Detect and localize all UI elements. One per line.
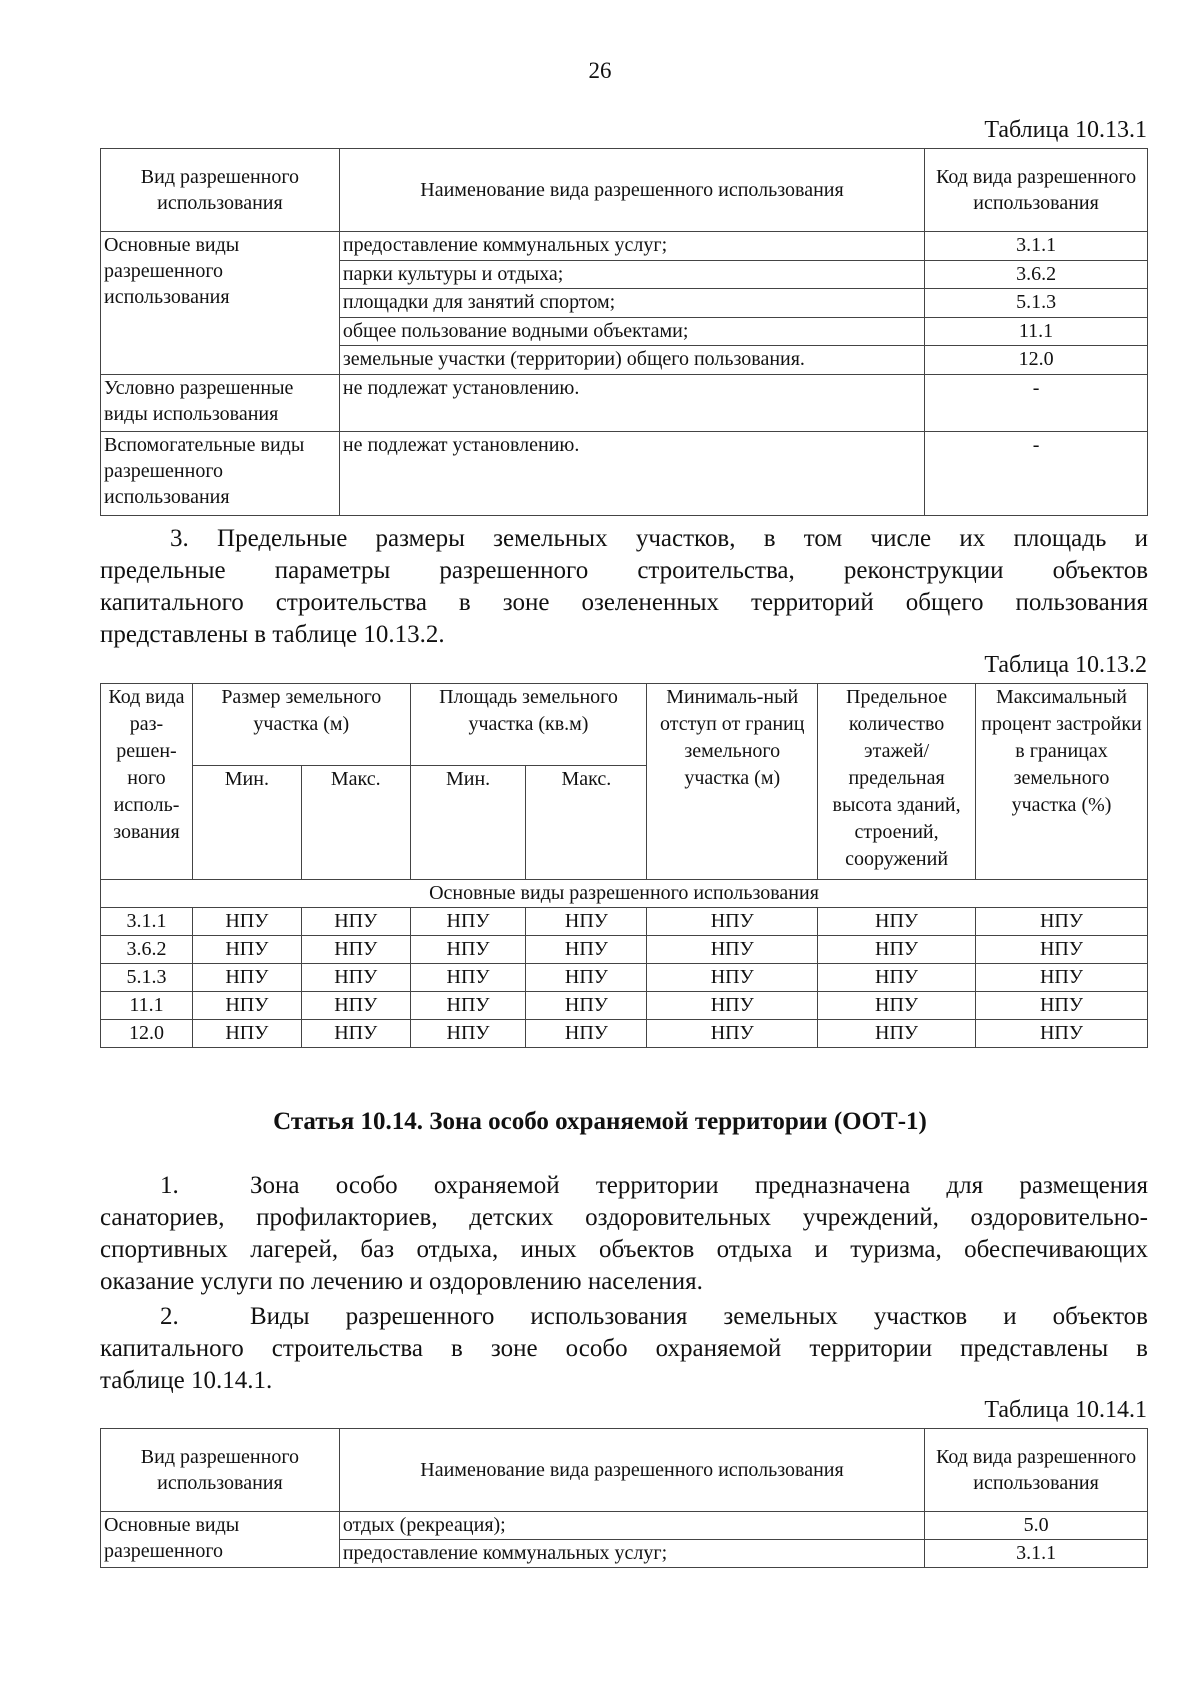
table2-cell-value: НПУ [301, 908, 410, 936]
paragraph-line: оказание услуги по лечению и оздоровлению населения. [100, 1268, 703, 1295]
table2-cell-value: НПУ [976, 992, 1148, 1020]
table3-caption: Таблица 10.14.1 [984, 1397, 1147, 1423]
paragraph-2 [100, 1301, 1148, 1397]
table-row [101, 375, 1148, 432]
table2-cell-value: НПУ [526, 964, 647, 992]
table2-header-size: Размер земельного участка (м) [192, 684, 410, 766]
table2-cell-value: НПУ [647, 908, 818, 936]
table3-header-name: Наименование вида разрешенного использования [339, 1429, 924, 1512]
table2-cell-value: НПУ [192, 908, 301, 936]
paragraph-line: предельные параметры разрешенного строительства, реконструкции объектов [100, 557, 1148, 584]
table2-cell-value: НПУ [976, 936, 1148, 964]
paragraph-text: Зона особо охраняемой территории предназначена для размещения [250, 1172, 1148, 1199]
table2-header-coverage: Максимальный процент застройки в границах земельного участка (%) [976, 684, 1148, 880]
paragraph-line: 3. Предельные размеры земельных участков, в том числе их площадь и [170, 525, 1148, 552]
table2-cell-value: НПУ [192, 992, 301, 1020]
table2-cell-value: НПУ [526, 908, 647, 936]
paragraph-line: капитального строительства в зоне особо охраняемой территории представлены в [100, 1335, 1148, 1362]
table2-cell-value: НПУ [301, 1020, 410, 1048]
paragraph-number: 2. [160, 1303, 179, 1330]
table2-cell-value: НПУ [526, 936, 647, 964]
table1-cell-name: не подлежат установлению. [339, 432, 924, 516]
table1-cell-code: - [925, 432, 1148, 516]
page-number: 26 [588, 58, 612, 83]
table3-cell-name: предоставление коммунальных услуг; [339, 1540, 924, 1568]
table3 [100, 1428, 1148, 1568]
table-row [101, 908, 1148, 936]
table2-cell-value: НПУ [301, 964, 410, 992]
paragraph-line: спортивных лагерей, баз отдыха, иных объектов отдыха и туризма, обеспечивающих [100, 1236, 1148, 1263]
table2-section-row [101, 880, 1148, 908]
table2-cell-code: 3.1.1 [101, 908, 193, 936]
table2-cell-value: НПУ [192, 964, 301, 992]
table2-body [101, 908, 1148, 1048]
table2-cell-code: 11.1 [101, 992, 193, 1020]
table-row [101, 936, 1148, 964]
table2-header-size-min: Мин. [192, 766, 301, 880]
table2-cell-value: НПУ [526, 992, 647, 1020]
table1-cell-code: 12.0 [925, 346, 1148, 375]
paragraph-number: 1. [160, 1172, 179, 1199]
paragraph-line [100, 1170, 1148, 1202]
table1-header-code: Код вида разрешенного использования [925, 149, 1148, 232]
table-row [101, 964, 1148, 992]
table2-cell-value: НПУ [976, 1020, 1148, 1048]
table2-header-code: Код вида раз-решен-ного исполь-зования [101, 684, 193, 880]
table2-header-row [101, 684, 1148, 766]
table2-cell-value: НПУ [647, 936, 818, 964]
table-row [101, 992, 1148, 1020]
table2-cell-value: НПУ [976, 964, 1148, 992]
table2-cell-value: НПУ [647, 992, 818, 1020]
table-row [101, 432, 1148, 516]
table1-cell-code: - [925, 375, 1148, 432]
table2-cell-value: НПУ [818, 908, 976, 936]
table2-header-area-max: Макс. [526, 766, 647, 880]
table2-caption: Таблица 10.13.2 [984, 652, 1147, 678]
table-row [101, 232, 1148, 261]
table2-header-floors: Предельное количество этажей/ предельная высота зданий, строений, сооружений [818, 684, 976, 880]
paragraph-3 [100, 523, 1148, 651]
table3-group-main: Основные виды разрешенного [101, 1512, 340, 1568]
table1-header-type: Вид разрешенного использования [101, 149, 340, 232]
table1-group-conditional: Условно разрешенные виды использования [101, 375, 340, 432]
table2-cell-value: НПУ [301, 936, 410, 964]
table2-header-area-min: Мин. [410, 766, 526, 880]
table2-cell-code: 12.0 [101, 1020, 193, 1048]
paragraph-line: санаториев, профилакториев, детских оздоровительных учреждений, оздоровительно- [100, 1204, 1148, 1231]
table2-cell-value: НПУ [410, 992, 526, 1020]
table2-header-size-max: Макс. [301, 766, 410, 880]
table2-header-area: Площадь земельного участка (кв.м) [410, 684, 647, 766]
table1-cell-name: предоставление коммунальных услуг; [339, 232, 924, 261]
table3-header-code: Код вида разрешенного использования [925, 1429, 1148, 1512]
article-heading: Статья 10.14. Зона особо охраняемой территории (ООТ-1) [273, 1108, 927, 1135]
paragraph-line: представлены в таблице 10.13.2. [100, 621, 445, 648]
table2-cell-value: НПУ [818, 936, 976, 964]
table3-header-type: Вид разрешенного использования [101, 1429, 340, 1512]
table1-group-main: Основные виды разрешенного использования [101, 232, 340, 375]
table2 [100, 683, 1148, 1048]
table2-cell-value: НПУ [818, 1020, 976, 1048]
table1-cell-name: парки культуры и отдыха; [339, 261, 924, 289]
paragraph-line [100, 1301, 1148, 1333]
table-row [101, 1512, 1148, 1540]
table1-cell-code: 5.1.3 [925, 289, 1148, 318]
table2-cell-value: НПУ [410, 1020, 526, 1048]
table3-cell-code: 5.0 [925, 1512, 1148, 1540]
paragraph-line: таблице 10.14.1. [100, 1367, 273, 1394]
table1-group-auxiliary: Вспомогательные виды разрешенного использования [101, 432, 340, 516]
table2-section-title: Основные виды разрешенного использования [101, 880, 1148, 908]
table2-cell-code: 3.6.2 [101, 936, 193, 964]
table1-cell-code: 3.1.1 [925, 232, 1148, 261]
table2-cell-value: НПУ [301, 992, 410, 1020]
table2-cell-value: НПУ [818, 964, 976, 992]
table1-cell-code: 3.6.2 [925, 261, 1148, 289]
table2-cell-value: НПУ [192, 936, 301, 964]
table2-cell-value: НПУ [647, 1020, 818, 1048]
table2-cell-value: НПУ [410, 908, 526, 936]
table3-cell-code: 3.1.1 [925, 1540, 1148, 1568]
table1-cell-name: не подлежат установлению. [339, 375, 924, 432]
table3-cell-name: отдых (рекреация); [339, 1512, 924, 1540]
table2-cell-code: 5.1.3 [101, 964, 193, 992]
table2-cell-value: НПУ [410, 936, 526, 964]
table2-header-setback: Минималь-ный отступ от границ земельного участка (м) [647, 684, 818, 880]
table1-header-row [101, 149, 1148, 232]
paragraph-text: Виды разрешенного использования земельных участков и объектов [250, 1303, 1148, 1330]
table1-header-name: Наименование вида разрешенного использования [339, 149, 924, 232]
table2-cell-value: НПУ [818, 992, 976, 1020]
table1-cell-name: площадки для занятий спортом; [339, 289, 924, 318]
table1 [100, 148, 1148, 516]
table2-cell-value: НПУ [647, 964, 818, 992]
paragraph-line: капитального строительства в зоне озелененных территорий общего пользования [100, 589, 1148, 616]
table2-cell-value: НПУ [192, 1020, 301, 1048]
table1-cell-name: общее пользование водными объектами; [339, 318, 924, 346]
table1-caption: Таблица 10.13.1 [984, 117, 1147, 143]
paragraph-1 [100, 1170, 1148, 1298]
table1-cell-code: 11.1 [925, 318, 1148, 346]
table2-cell-value: НПУ [976, 908, 1148, 936]
table3-header-row [101, 1429, 1148, 1512]
table-row [101, 1020, 1148, 1048]
table2-cell-value: НПУ [410, 964, 526, 992]
table2-cell-value: НПУ [526, 1020, 647, 1048]
table1-cell-name: земельные участки (территории) общего пользования. [339, 346, 924, 375]
